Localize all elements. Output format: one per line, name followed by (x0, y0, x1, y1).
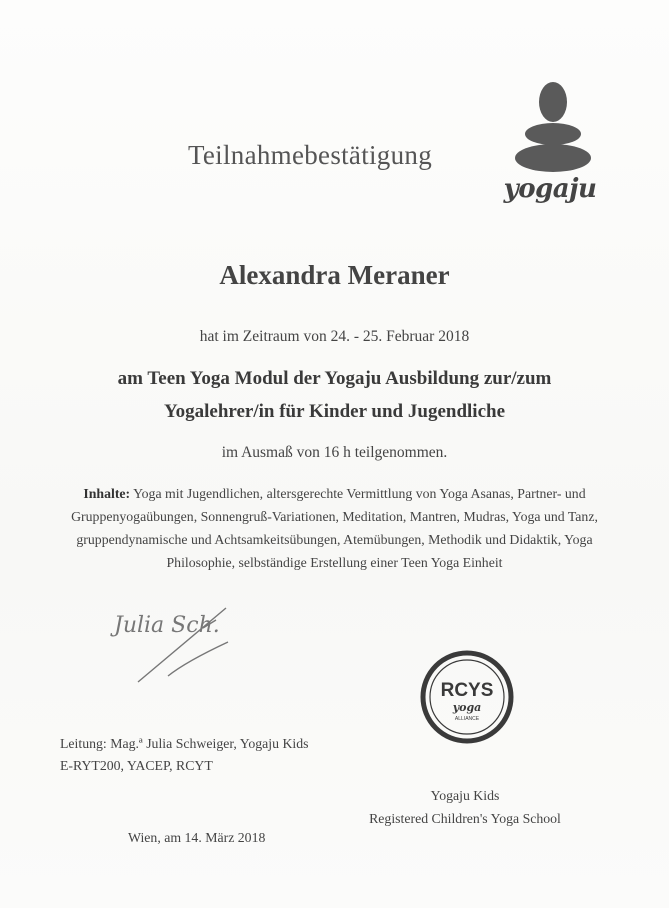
seal-bottom-text: ALLIANCE (454, 716, 480, 722)
school-block (360, 784, 570, 830)
contents-label: Inhalte: (83, 486, 131, 501)
leitung-line: Leitung: Mag.ª Julia Schweiger, Yogaju Kids (60, 736, 309, 751)
signature-text: Julia Sch. (114, 613, 220, 638)
seal-top-text: RCYS (440, 680, 494, 701)
contents-text: Yoga mit Jugendlichen, altersgerechte Vermittlung von Yoga Asanas, Partner- und Gruppenyogaübungen, Sonnengruß-Variationen, Meditation, Mantren, Mudras, Yoga und Tanz, gruppendynamische und Achtsamkeitsübungen, Atemübungen, Methodik und Didaktik, Yoga Philosophie, selbständige Erstellung einer Teen Yoga Einheit (71, 486, 598, 570)
school-line: Registered Children's Yoga School (369, 811, 561, 826)
rcys-yoga-alliance-seal (420, 650, 514, 744)
scope-line: im Ausmaß von 16 h teilgenommen. (221, 444, 448, 461)
document-title: Teilnahmebestätigung (187, 140, 433, 170)
leitung-block (60, 733, 360, 777)
recipient-name: Alexandra Meraner (219, 260, 450, 290)
school-line: Yogaju Kids (430, 788, 500, 803)
signature (108, 598, 248, 688)
place-date: Wien, am 14. März 2018 (128, 830, 266, 845)
contents-paragraph (55, 482, 614, 574)
leitung-line: E-RYT200, YACEP, RCYT (60, 758, 213, 773)
brand-wordmark: yogaju (503, 174, 597, 204)
module-line: Yogalehrer/in für Kinder und Jugendliche (164, 401, 505, 422)
period-line: hat im Zeitraum von 24. - 25. Februar 2018 (199, 328, 470, 345)
seal-middle-text: yoga (452, 701, 482, 714)
module-line: am Teen Yoga Modul der Yogaju Ausbildung zur/zum (117, 368, 552, 389)
